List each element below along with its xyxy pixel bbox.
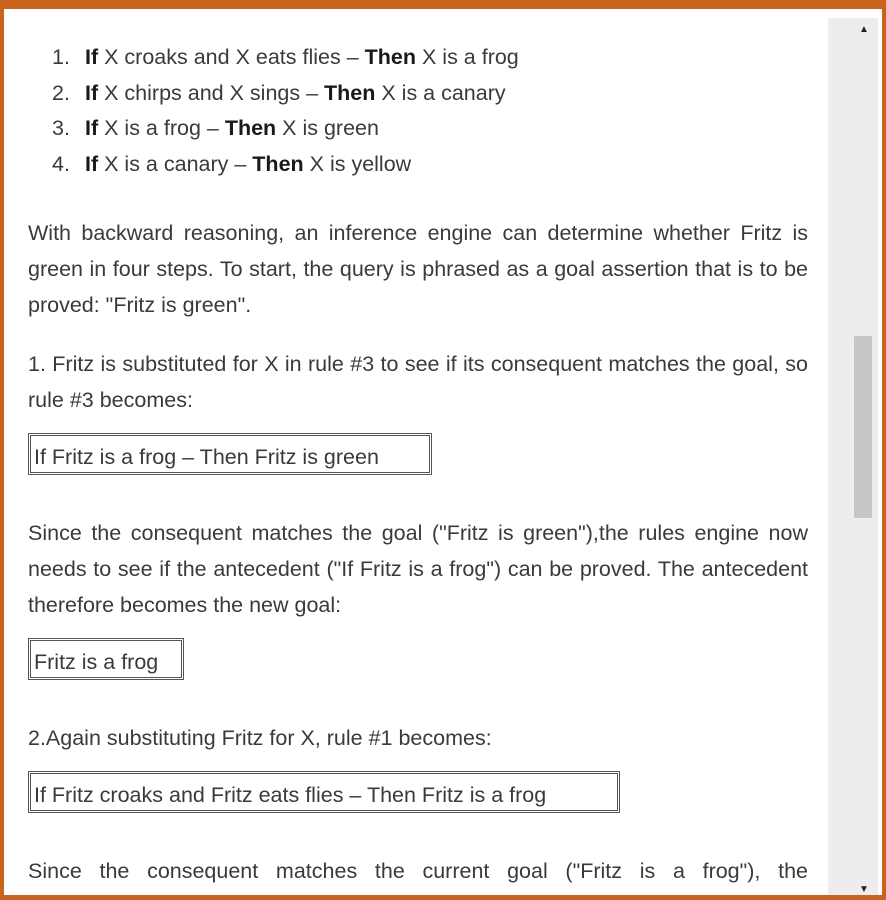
rule-result: X is yellow xyxy=(303,151,412,176)
rule-condition: X is a canary – xyxy=(98,151,253,176)
list-item xyxy=(52,110,519,146)
list-item xyxy=(52,39,519,75)
then-keyword: Then xyxy=(364,45,416,69)
paragraph-step-2: 2.Again substituting Fritz for X, rule #1 becomes: xyxy=(28,726,492,750)
scroll-down-arrow-icon[interactable]: ▼ xyxy=(859,884,869,895)
paragraph-consequent-match: Since the consequent matches the goal ("Fritz is green"),the rules engine now needs to see if the antecedent ("If Fritz is a frog") can be proved. The antecedent therefore becomes the new goal: xyxy=(28,521,808,617)
rule-condition: X croaks and X eats flies – xyxy=(98,45,365,69)
if-keyword: If xyxy=(85,151,99,176)
paragraph-current-goal: Since the consequent matches the current goal ("Fritz is a frog"), the xyxy=(28,859,808,883)
rule-result: X is a canary xyxy=(375,80,506,105)
if-keyword: If xyxy=(85,80,99,105)
if-keyword: If xyxy=(85,45,99,69)
then-keyword: Then xyxy=(324,80,376,105)
scrollbar-thumb[interactable] xyxy=(854,336,872,518)
list-number: 3. xyxy=(52,116,70,140)
rule-box-1: If Fritz is a frog – Then Fritz is green xyxy=(28,433,432,475)
rule-condition: X chirps and X sings – xyxy=(98,80,325,105)
then-keyword: Then xyxy=(224,116,277,140)
vertical-scrollbar[interactable] xyxy=(828,18,878,900)
rule-result: X is green xyxy=(276,116,379,140)
scroll-up-arrow-icon[interactable]: ▲ xyxy=(859,24,869,35)
then-keyword: Then xyxy=(252,151,304,176)
rule-box-2: If Fritz croaks and Fritz eats flies – Then Fritz is a frog xyxy=(28,771,620,813)
list-number: 2. xyxy=(52,80,70,105)
list-item xyxy=(52,146,519,182)
if-keyword: If xyxy=(85,116,99,140)
paragraph-step-1: 1. Fritz is substituted for X in rule #3 to see if its consequent matches the goal, so rule #3 becomes: xyxy=(28,352,808,412)
list-number: 4. xyxy=(52,151,70,176)
goal-box: Fritz is a frog xyxy=(28,638,184,680)
rule-condition: X is a frog – xyxy=(98,116,225,140)
rule-result: X is a frog xyxy=(416,45,519,69)
paragraph-backward-reasoning: With backward reasoning, an inference engine can determine whether Fritz is green in four steps. To start, the query is phrased as a goal assertion that is to be proved: "Fritz is green". xyxy=(28,221,808,317)
rules-list xyxy=(52,39,519,181)
list-item xyxy=(52,75,519,111)
list-number: 1. xyxy=(52,45,70,69)
